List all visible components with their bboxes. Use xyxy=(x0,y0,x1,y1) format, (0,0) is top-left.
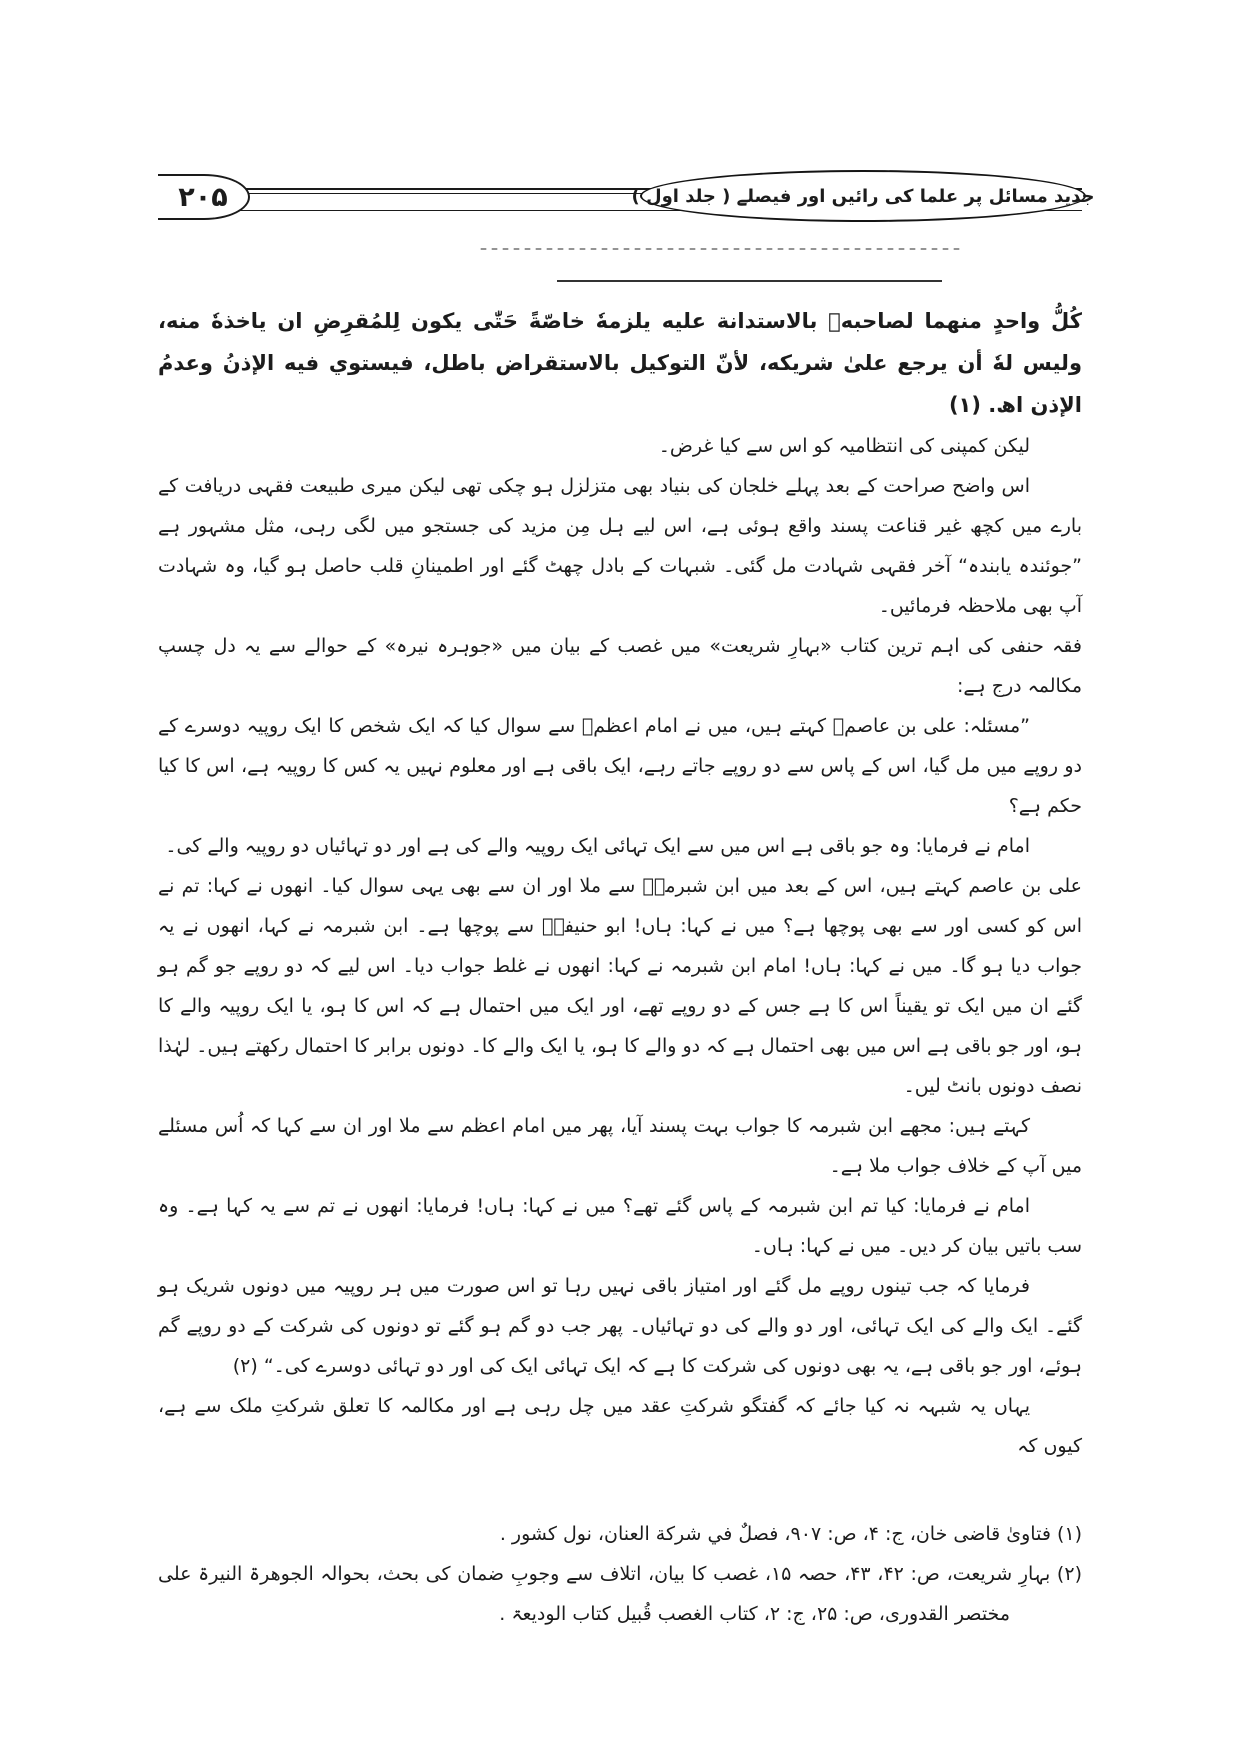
section-divider-rule xyxy=(557,280,942,282)
page-number: ۲۰۵ xyxy=(158,174,250,220)
quote-question-paragraph: ”مسئلہ: علی بن عاصمؒ کہتے ہیں، میں نے امام اعظمؓ سے سوال کیا کہ ایک شخص کا ایک روپیہ دوسرے کے دو روپے میں مل گیا، اس کے پاس سے دو روپے جاتے رہے، ایک باقی ہے اور معلوم نہیں یہ کس کا روپیہ ہے، اس کا کیا حکم ہے؟ xyxy=(158,715,1082,817)
body-paragraph: فقہ حنفی کی اہم ترین کتاب «بہارِ شریعت» میں غصب کے بیان میں «جوہرہ نیرہ» کے حوالے سے یہ دل چسپ مکالمہ درج ہے: xyxy=(158,635,1082,697)
body-paragraph: علی بن عاصم کہتے ہیں، اس کے بعد میں ابن شبرمہؒ سے ملا اور ان سے بھی یہی سوال کیا۔ انھوں نے کہا: تم نے اس کو کسی اور سے بھی پوچھا ہے؟ میں نے کہا: ہاں! ابو حنیفہؓ سے پوچھا ہے۔ ابن شبرمہ نے کہا، انھوں نے یہ جواب دیا ہو گا۔ میں نے کہا: ہاں! امام ابن شبرمہ نے کہا: انھوں نے غلط جواب دیا۔ اس لیے کہ دو روپے جو گم ہو گئے ان میں ایک تو یقیناً اس کا ہے جس کے دو روپے تھے، اور ایک میں احتمال ہے کہ اس کا ہو، یا ایک روپیہ والے کا ہو، اور جو باقی ہے اس میں بھی احتمال ہے کہ دو والے کا ہو، یا ایک والے کا۔ دونوں برابر کا احتمال رکھتے ہیں۔ لہٰذا نصف دونوں بانٹ لیں۔ xyxy=(158,875,1082,1097)
body-paragraph: یہاں یہ شبہہ نہ کیا جائے کہ گفتگو شرکتِ عقد میں چل رہی ہے اور مکالمہ کا تعلق شرکتِ ملک سے ہے، کیوں کہ xyxy=(158,1395,1082,1457)
quote-answer-paragraph: امام نے فرمایا: وہ جو باقی ہے اس میں سے ایک تہائی ایک روپیہ والے کی ہے اور دو تہائیاں دو روپیہ والے کی۔ xyxy=(165,835,1030,857)
body-paragraph: اس واضح صراحت کے بعد پہلے خلجان کی بنیاد بھی متزلزل ہو چکی تھی لیکن میری طبیعت فقہی دریافت کے بارے میں کچھ غیر قناعت پسند واقع ہوئی ہے، اس لیے ہل مِن مزید کی جستجو میں لگی رہی، مثل مشہور ہے ”جوئندہ یابندہ“ آخر فقہی شہادت مل گئی۔ شبہات کے بادل چھٹ گئے اور اطمینانِ قلب حاصل ہو گیا، وہ شہادت آپ بھی ملاحظہ فرمائیں۔ xyxy=(158,475,1082,617)
decorative-dashes: –––––––––––––––––––––––––––––––––––––––––––– xyxy=(480,241,964,257)
page-content xyxy=(158,168,1095,1634)
body-paragraph: لیکن کمپنی کی انتظامیہ کو اس سے کیا غرض۔ xyxy=(658,435,1030,457)
body-paragraph: امام نے فرمایا: کیا تم ابن شبرمہ کے پاس گئے تھے؟ میں نے کہا: ہاں! فرمایا: انھوں نے تم سے یہ کہا ہے۔ وہ سب باتیں بیان کر دیں۔ میں نے کہا: ہاں۔ xyxy=(158,1195,1082,1257)
footnotes-section xyxy=(158,1514,1082,1634)
body-text xyxy=(158,300,1082,1466)
body-paragraph: کہتے ہیں: مجھے ابن شبرمہ کا جواب بہت پسند آیا، پھر میں امام اعظم سے ملا اور ان سے کہا کہ اُس مسئلے میں آپ کے خلاف جواب ملا ہے۔ xyxy=(158,1115,1082,1177)
arabic-citation: كُلُّ واحدٍ منهما لصاحبهٖ بالاستدانة عليه يلزمهٗ خاصّةً حَتّٰى يكون لِلمُقرِضِ ان ياخذهٗ منه، وليس لهٗ أن يرجع علىٰ شريكه، لأنّ التوكيل بالاستقراض باطل، فيستوي فيه الإذنُ وعدمُ الإذن اھ. (۱) xyxy=(158,309,1082,417)
book-title: جدید مسائل پر علما کی رائیں اور فیصلے ( جلد اول ) xyxy=(640,170,1086,222)
footnote-1: (۱) فتاویٰ قاضی خان، ج: ۴، ص: ۹۰۷، فصلٌ في شركة العنان، نول کشور . xyxy=(499,1523,1082,1545)
body-paragraph: فرمایا کہ جب تینوں روپے مل گئے اور امتیاز باقی نہیں رہا تو اس صورت میں ہر روپیہ میں دونوں شریک ہو گئے۔ ایک والے کی ایک تہائی، اور دو والے کی دو تہائیاں۔ پھر جب دو گم ہو گئے تو دونوں کی شرکت کے دو روپے گم ہوئے، اور جو باقی ہے، یہ بھی دونوں کی شرکت کا ہے کہ ایک تہائی ایک کی اور دو تہائی دوسرے کی۔“ (۲) xyxy=(158,1275,1082,1377)
page-header xyxy=(158,168,1095,226)
footnote-2: (۲) بہارِ شریعت، ص: ۴۲، ۴۳، حصہ ۱۵، غصب کا بیان، اتلاف سے وجوبِ ضمان کی بحث، بحوالہ الجوھرۃ النیرۃ علی مختصر القدوری، ص: ۲۵، ج: ۲، کتاب الغصب قُبیل کتاب الودیعۃ . xyxy=(158,1563,1082,1625)
